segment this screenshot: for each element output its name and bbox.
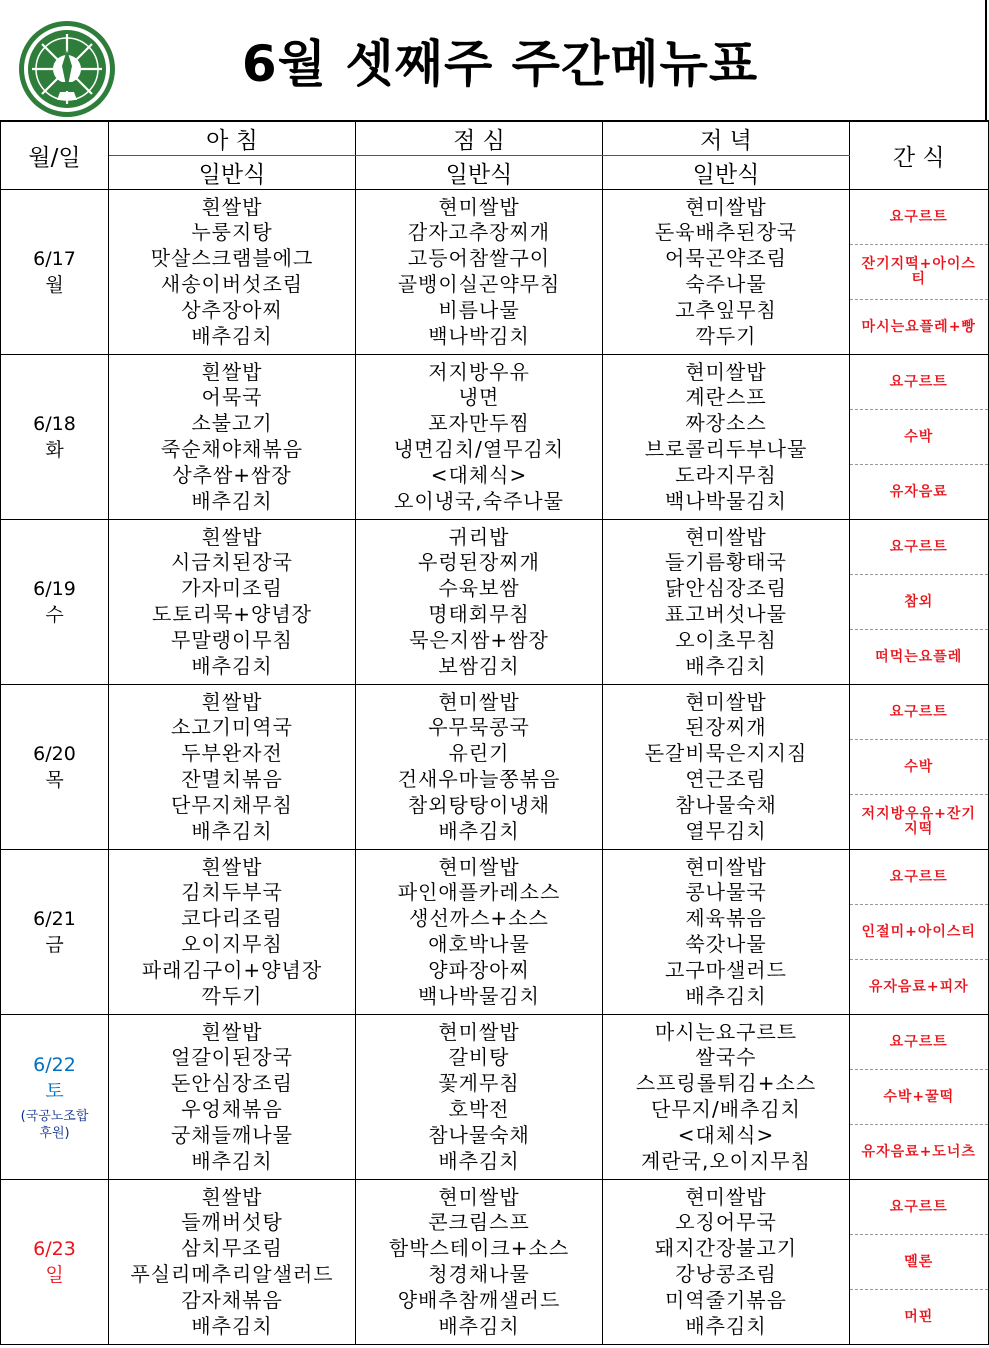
dinner-cell <box>603 685 850 850</box>
snack-item: 요구르트 <box>889 868 948 885</box>
snack-item: 유자음료+피자 <box>850 959 988 1014</box>
date-cell <box>1 1015 109 1180</box>
dish-item: 현미쌀밥 <box>685 524 767 549</box>
dish-item: 고추잎무침 <box>675 297 777 322</box>
snack-item: 요구르트 <box>889 1033 948 1050</box>
dish-item: 냉면 <box>458 385 500 410</box>
dish-item: 오이냉국,숙주나물 <box>394 488 564 513</box>
dish-item: 코다리조림 <box>181 906 283 931</box>
dish-item: 고등어참쌀구이 <box>407 246 551 271</box>
dish-item: 무말랭이무침 <box>171 627 293 652</box>
snack-item: 참외 <box>850 574 988 629</box>
dish-item: 들기름황태국 <box>665 550 787 575</box>
weekday-text: 금 <box>45 934 64 956</box>
dish-item: 현미쌀밥 <box>685 359 767 384</box>
snack-cell <box>850 850 989 1015</box>
snack-item: 요구르트 <box>889 538 948 555</box>
snack-list <box>850 190 988 354</box>
snack-list <box>850 520 988 684</box>
dish-item: 생선까스+소스 <box>409 906 549 931</box>
dish-item: 현미쌀밥 <box>685 194 767 219</box>
header-subrow <box>1 156 989 190</box>
dinner-header: 저 녁 <box>603 121 850 156</box>
dinner-general-label: 일반식 <box>603 156 850 190</box>
dish-item: 보쌈김치 <box>438 653 520 678</box>
date-text: 6/22 <box>33 1054 76 1076</box>
weekday-text: 화 <box>45 439 64 461</box>
dish-item: 미역줄기볶음 <box>665 1287 787 1312</box>
dish-item: 열무김치 <box>685 818 767 843</box>
snack-item: 요구르트 <box>889 1198 948 1215</box>
snack-header: 간 식 <box>850 121 989 190</box>
weekday-text: 목 <box>45 769 64 791</box>
breakfast-cell <box>109 685 356 850</box>
snack-item: 잔기지떡+아이스티 <box>850 244 988 299</box>
dinner-cell <box>603 190 850 355</box>
dish-item: 흰쌀밥 <box>201 1184 263 1209</box>
dish-item: 가자미조림 <box>181 576 283 601</box>
dish-item: 어묵곤약조림 <box>665 246 787 271</box>
dish-item: <대체식> <box>430 462 528 487</box>
date-column-header: 월/일 <box>1 121 109 190</box>
dish-item: 오이지무침 <box>181 932 283 956</box>
snack-item: 마시는요플레+빵 <box>850 299 988 354</box>
date-text: 6/20 <box>33 743 76 765</box>
dish-item: 배추김치 <box>438 1148 520 1173</box>
breakfast-cell <box>109 1180 356 1345</box>
dish-item: 파래김구이+양념장 <box>141 957 323 982</box>
dish-item: 콘크림스프 <box>428 1210 530 1235</box>
day-row <box>1 850 989 1015</box>
snack-list <box>850 1180 988 1344</box>
header-row <box>1 121 989 156</box>
snack-item: 유자음료+도너츠 <box>850 1124 988 1179</box>
dish-item: 김치두부국 <box>181 880 283 905</box>
dish-item: 된장찌개 <box>685 715 767 740</box>
breakfast-general-label: 일반식 <box>109 156 356 190</box>
dish-item: 현미쌀밥 <box>438 1184 520 1209</box>
dish-item: 우엉채볶음 <box>181 1097 283 1121</box>
dish-item: 도라지무침 <box>675 462 777 487</box>
lunch-cell <box>356 685 603 850</box>
dish-item: 깍두기 <box>695 323 757 348</box>
snack-item: 요구르트 <box>889 373 948 390</box>
dish-item: 참나물숙채 <box>675 792 777 817</box>
dish-item: 배추김치 <box>438 1313 520 1338</box>
dish-item: 흰쌀밥 <box>201 1019 263 1044</box>
date-cell <box>1 1180 109 1345</box>
date-cell <box>1 520 109 685</box>
dish-item: 현미쌀밥 <box>685 1184 767 1209</box>
dish-item: 돈갈비묵은지지짐 <box>644 741 808 766</box>
sponsor-note: (국공노조합후원) <box>20 1109 89 1141</box>
date-cell <box>1 190 109 355</box>
page-title: 6월 셋째주 주간메뉴표 <box>241 35 759 93</box>
dish-item: 갈비탕 <box>448 1045 510 1070</box>
breakfast-header: 아 침 <box>109 121 356 156</box>
date-text: 6/19 <box>33 578 76 600</box>
dish-item: 쌀국수 <box>695 1045 757 1070</box>
day-row <box>1 1015 989 1180</box>
dish-item: <대체식> <box>677 1122 775 1147</box>
dish-item: 냉면김치/열무김치 <box>393 437 565 461</box>
day-row <box>1 1180 989 1345</box>
dish-item: 애호박나물 <box>428 932 530 956</box>
snack-item: 수박 <box>850 739 988 794</box>
snack-cell <box>850 1015 989 1180</box>
dish-item: 돼지간장불고기 <box>654 1236 798 1261</box>
dish-item: 닭안심장조림 <box>665 576 787 601</box>
dish-item: 흰쌀밥 <box>201 524 263 549</box>
dish-item: 수육보쌈 <box>438 576 520 601</box>
dish-item: 골뱅이실곤약무침 <box>397 272 561 296</box>
dish-item: 숙주나물 <box>685 272 767 296</box>
dish-item: 상추쌈+쌈장 <box>172 462 292 487</box>
lunch-cell <box>356 355 603 520</box>
dish-item: 돈육배추된장국 <box>654 220 798 245</box>
day-row <box>1 520 989 685</box>
date-cell <box>1 685 109 850</box>
dish-item: 표고버섯나물 <box>665 602 787 626</box>
dish-item: 백나박물김치 <box>665 488 787 513</box>
weekday-text: 월 <box>45 274 64 296</box>
snack-cell <box>850 685 989 850</box>
dish-item: 잔멸치볶음 <box>181 767 283 791</box>
snack-item: 수박 <box>850 409 988 464</box>
dish-item: 돈안심장조림 <box>171 1071 293 1096</box>
dish-item: 양배추참깨샐러드 <box>397 1287 561 1312</box>
dish-item: 소고기미역국 <box>171 715 293 740</box>
dish-item: 백나박물김치 <box>418 983 540 1008</box>
weekday-text: 토 <box>45 1080 64 1102</box>
dish-item: 감자채볶음 <box>181 1287 283 1312</box>
dish-item: 우무묵콩국 <box>428 715 530 740</box>
snack-item: 떠먹는요플레 <box>850 629 988 684</box>
day-row <box>1 190 989 355</box>
dish-item: 배추김치 <box>438 818 520 843</box>
dish-item: 삼치무조림 <box>181 1236 283 1261</box>
dish-item: 새송이버섯조림 <box>160 272 304 296</box>
dish-item: 현미쌀밥 <box>438 689 520 714</box>
snack-cell <box>850 190 989 355</box>
snack-list <box>850 355 988 519</box>
snack-item: 요구르트 <box>889 703 948 720</box>
dish-item: 배추김치 <box>191 1148 273 1173</box>
dish-item: 상추장아찌 <box>181 297 283 322</box>
day-row <box>1 355 989 520</box>
dish-item: 흰쌀밥 <box>201 854 263 879</box>
dish-item: 단무지/배추김치 <box>651 1097 801 1121</box>
date-text: 6/17 <box>33 248 76 270</box>
dish-item: 푸실리메추리알샐러드 <box>130 1262 334 1286</box>
dish-item: 브로콜리두부나물 <box>644 437 808 461</box>
dish-item: 현미쌀밥 <box>438 194 520 219</box>
weekday-text: 일 <box>45 1264 64 1286</box>
dish-item: 귀리밥 <box>448 524 510 549</box>
dish-item: 어묵국 <box>201 385 263 410</box>
breakfast-cell <box>109 1015 356 1180</box>
date-cell <box>1 850 109 1015</box>
dish-item: 함박스테이크+소스 <box>388 1236 570 1261</box>
dish-item: 맛살스크램블에그 <box>150 246 314 271</box>
dish-item: 파인애플카레소스 <box>397 880 561 905</box>
dish-item: 콩나물국 <box>685 880 767 905</box>
dinner-cell <box>603 850 850 1015</box>
snack-list <box>850 850 988 1014</box>
snack-item: 저지방우유+잔기지떡 <box>850 794 988 849</box>
lunch-cell <box>356 520 603 685</box>
snack-item: 인절미+아이스티 <box>850 904 988 959</box>
weekly-menu-table <box>0 120 989 1345</box>
dish-item: 단무지채무침 <box>171 792 293 817</box>
dish-item: 청경채나물 <box>428 1262 530 1286</box>
dish-item: 양파장아찌 <box>428 957 530 982</box>
date-cell <box>1 355 109 520</box>
dish-item: 죽순채야채볶음 <box>160 437 304 461</box>
dish-item: 제육볶음 <box>685 906 767 931</box>
dish-item: 누룽지탕 <box>191 220 273 245</box>
dish-item: 흰쌀밥 <box>201 689 263 714</box>
dish-item: 포자만두찜 <box>428 411 530 436</box>
dish-item: 현미쌀밥 <box>438 854 520 879</box>
dish-item: 우렁된장찌개 <box>418 550 540 575</box>
dish-item: 배추김치 <box>191 818 273 843</box>
snack-cell <box>850 355 989 520</box>
dinner-cell <box>603 355 850 520</box>
dish-item: 도토리묵+양념장 <box>152 602 312 626</box>
dish-item: 흰쌀밥 <box>201 359 263 384</box>
dish-item: 배추김치 <box>685 983 767 1008</box>
breakfast-cell <box>109 520 356 685</box>
dish-item: 고구마샐러드 <box>665 957 787 982</box>
dish-item: 시금치된장국 <box>171 550 293 575</box>
dish-item: 저지방우유 <box>428 359 530 384</box>
dish-item: 백나박김치 <box>428 323 530 348</box>
dish-item: 참나물숙채 <box>428 1122 530 1147</box>
dinner-cell <box>603 1180 850 1345</box>
breakfast-cell <box>109 850 356 1015</box>
lunch-cell <box>356 850 603 1015</box>
snack-cell <box>850 520 989 685</box>
dish-item: 오징어무국 <box>675 1210 777 1235</box>
breakfast-cell <box>109 190 356 355</box>
snack-item: 수박+꿀떡 <box>850 1069 988 1124</box>
snack-list <box>850 685 988 849</box>
dish-item: 배추김치 <box>685 653 767 678</box>
snack-list <box>850 1015 988 1179</box>
snack-item: 유자음료 <box>850 464 988 519</box>
dish-item: 흰쌀밥 <box>201 194 263 219</box>
dish-item: 배추김치 <box>191 653 273 678</box>
dish-item: 강낭콩조림 <box>675 1262 777 1286</box>
dinner-cell <box>603 1015 850 1180</box>
dinner-cell <box>603 520 850 685</box>
dish-item: 호박전 <box>448 1097 510 1121</box>
snack-item: 멜론 <box>850 1234 988 1289</box>
dish-item: 소불고기 <box>191 411 273 436</box>
dish-item: 참외탕탕이냉채 <box>407 792 551 817</box>
dish-item: 꽃게무침 <box>438 1071 520 1096</box>
dish-item: 쑥갓나물 <box>685 932 767 956</box>
dish-item: 현미쌀밥 <box>685 854 767 879</box>
date-text: 6/21 <box>33 908 76 930</box>
dish-item: 배추김치 <box>191 323 273 348</box>
dish-item: 들깨버섯탕 <box>181 1210 283 1235</box>
dish-item: 오이초무침 <box>675 627 777 652</box>
dish-item: 두부완자전 <box>181 741 283 766</box>
dish-item: 유린기 <box>448 741 510 766</box>
dish-item: 비름나물 <box>438 297 520 322</box>
dish-item: 현미쌀밥 <box>685 689 767 714</box>
dish-item: 궁채들깨나물 <box>171 1122 293 1147</box>
date-text: 6/18 <box>33 413 76 435</box>
page-border <box>985 0 987 122</box>
dish-item: 배추김치 <box>191 1313 273 1338</box>
days-body <box>1 190 989 1345</box>
lunch-cell <box>356 190 603 355</box>
dish-item: 감자고추장찌개 <box>407 220 551 245</box>
lunch-general-label: 일반식 <box>356 156 603 190</box>
breakfast-cell <box>109 355 356 520</box>
dish-item: 묵은지쌈+쌈장 <box>409 627 549 652</box>
lunch-cell <box>356 1180 603 1345</box>
lunch-header: 점 심 <box>356 121 603 156</box>
dish-item: 현미쌀밥 <box>438 1019 520 1044</box>
date-text: 6/23 <box>33 1238 76 1260</box>
dish-item: 짜장소스 <box>685 411 767 436</box>
dish-item: 배추김치 <box>191 488 273 513</box>
snack-cell <box>850 1180 989 1345</box>
dish-item: 연근조림 <box>685 767 767 791</box>
dish-item: 계란스프 <box>685 385 767 410</box>
dish-item: 스프링롤튀김+소스 <box>635 1071 817 1096</box>
dish-item: 계란국,오이지무침 <box>641 1148 811 1173</box>
dish-item: 얼갈이된장국 <box>171 1045 293 1070</box>
snack-item: 머핀 <box>850 1289 988 1344</box>
weekday-text: 수 <box>45 604 64 626</box>
day-row <box>1 685 989 850</box>
dish-item: 깍두기 <box>201 983 263 1008</box>
dish-item: 명태회무침 <box>428 602 530 626</box>
dish-item: 건새우마늘쫑볶음 <box>397 767 561 791</box>
emblem-logo <box>17 20 117 118</box>
snack-item: 요구르트 <box>889 208 948 225</box>
lunch-cell <box>356 1015 603 1180</box>
dish-item: 배추김치 <box>685 1313 767 1338</box>
dish-item: 마시는요구르트 <box>654 1019 798 1044</box>
